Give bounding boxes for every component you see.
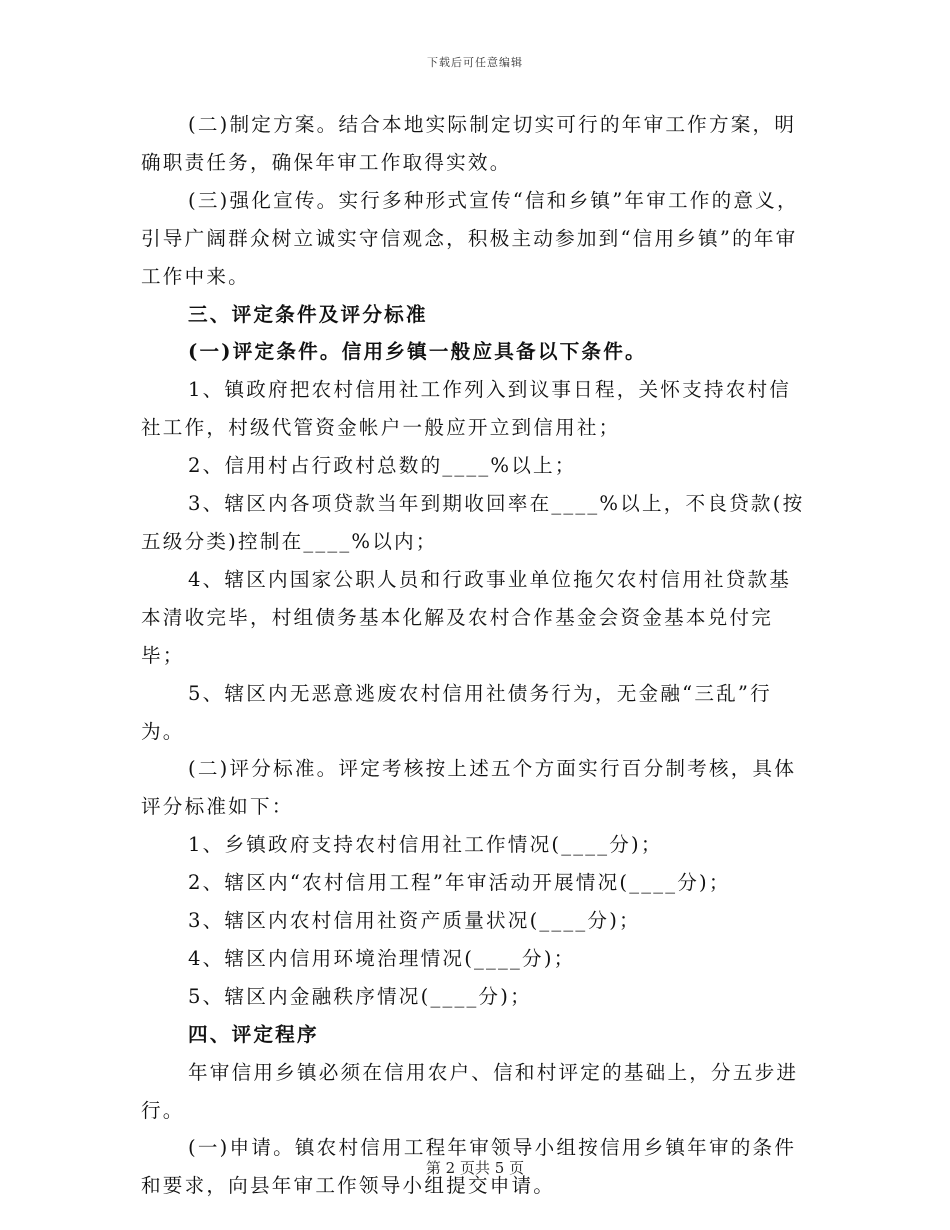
paragraph-strengthen-publicity: (三)强化宣传。实行多种形式宣传“信和乡镇”年审工作的意义，引导广阔群众树立诚实守信观念，积极主动参加到“信用乡镇”的年审工作中来。	[141, 188, 799, 288]
page-number-footer: 第 2 页共 5 页	[425, 1159, 525, 1177]
condition-item-1: 1、镇政府把农村信用社工作列入到议事日程，关怀支持农村信社工作，村级代管资金帐户一般应开立到信用社；	[141, 378, 792, 440]
score-item-4: 4、辖区内信用环境治理情况(____分)；	[188, 946, 576, 970]
paragraph-application: (一)申请。镇农村信用工程年审领导小组按信用乡镇年审的条件和要求，向县年审工作领导小组提交申请。	[141, 1136, 797, 1198]
score-item-2: 2、辖区内“农村信用工程”年审活动开展情况(____分)；	[188, 871, 731, 895]
section-heading-criteria: 三、评定条件及评分标准	[188, 302, 428, 326]
condition-item-5: 5、辖区内无恶意逃废农村信用社债务行为，无金融“三乱”行为。	[141, 681, 772, 743]
paragraph-formulate-plan: (二)制定方案。结合本地实际制定切实可行的年审工作方案，明确职责任务，确保年审工作取得实效。	[141, 113, 797, 174]
score-item-3: 3、辖区内农村信用社资产质量状况(____分)；	[188, 909, 641, 933]
condition-item-2: 2、信用村占行政村总数的____%以上；	[188, 454, 577, 478]
page-header: 下载后可任意编辑	[427, 56, 523, 69]
paragraph-procedure-intro: 年审信用乡镇必须在信用农户、信和村评定的基础上，分五步进行。	[141, 1060, 799, 1122]
score-item-5: 5、辖区内金融秩序情况(____分)；	[188, 984, 532, 1008]
condition-item-3: 3、辖区内各项贷款当年到期收回率在____%以上，不良贷款(按五级分类)控制在____%以内；	[141, 492, 805, 553]
paragraph-scoring-standard: (二)评分标准。评定考核按上述五个方面实行百分制考核，具体评分标准如下：	[141, 757, 797, 819]
subheading-conditions: (一)评定条件。信用乡镇一般应具备以下条件。	[188, 340, 647, 364]
section-heading-procedure: 四、评定程序	[188, 1022, 319, 1046]
document-body	[141, 106, 811, 1205]
score-item-1: 1、乡镇政府支持农村信用社工作情况(____分)；	[188, 833, 663, 857]
condition-item-4: 4、辖区内国家公职人员和行政事业单位拖欠农村信用社贷款基本清收完毕，村组债务基本化解及农村合作基金会资金基本兑付完毕；	[141, 567, 792, 667]
